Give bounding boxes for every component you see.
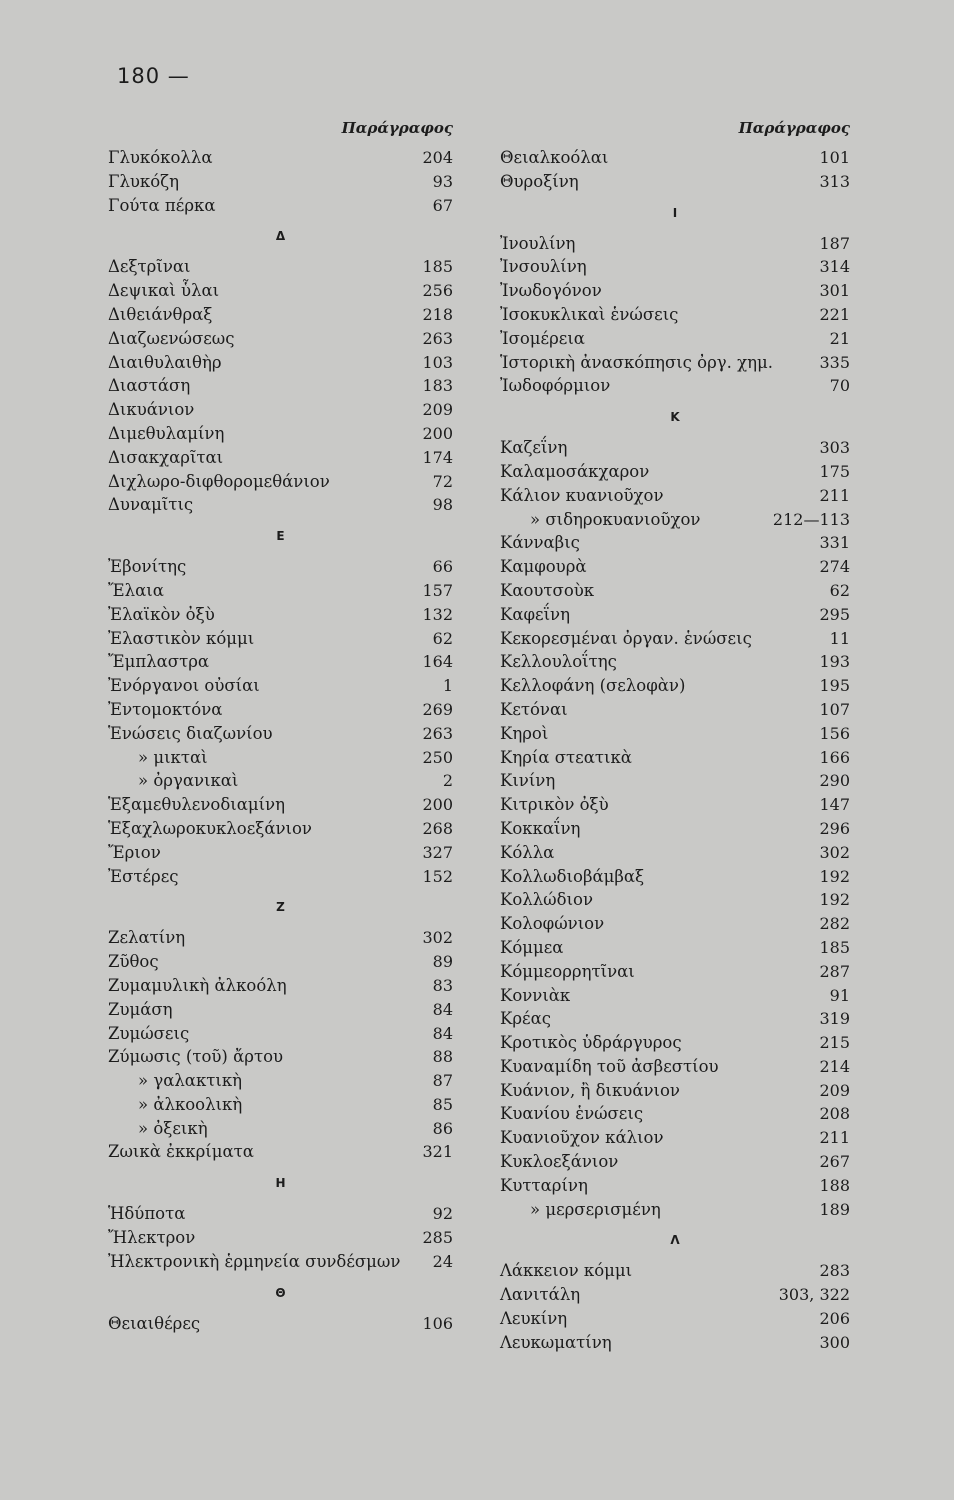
entry-term: Κολοφώνιον (500, 914, 605, 934)
entry-paragraph-number: 87 (432, 1071, 453, 1091)
entry-term: Δεψικαὶ ὗλαι (108, 281, 220, 301)
entry-term: Θυροξίνη (500, 171, 579, 191)
entry-paragraph-number: 156 (819, 723, 850, 743)
entry-paragraph-number: 21 (829, 328, 850, 348)
entry-term: Κελλοφάνη (σελοφὰν) (500, 676, 686, 696)
entry-paragraph-number: 91 (829, 985, 850, 1005)
entry-term: Ἔλαια (108, 580, 164, 600)
entry-paragraph-number: 98 (432, 495, 453, 515)
entry-term: Θειαιθέρες (108, 1313, 201, 1333)
entry-paragraph-number: 62 (829, 580, 850, 600)
entry-paragraph-number: 215 (819, 1033, 850, 1053)
entry-paragraph-number: 107 (819, 699, 850, 719)
index-entry (500, 374, 850, 398)
entry-paragraph-number: 187 (819, 233, 850, 253)
entry-term: Καμφουρὰ (500, 557, 587, 577)
entry-term: » μερσερισμένη (530, 1199, 661, 1219)
entry-term: Καλαμοσάκχαρον (500, 461, 650, 481)
index-entry (500, 555, 850, 579)
entry-paragraph-number: 256 (422, 281, 453, 301)
index-entry (500, 1150, 850, 1174)
entry-paragraph-number: 206 (819, 1309, 850, 1329)
index-entry (108, 1250, 453, 1274)
index-entry (108, 1117, 453, 1141)
entry-paragraph-number: 287 (819, 961, 850, 981)
entry-paragraph-number: 88 (432, 1047, 453, 1067)
index-entry (500, 579, 850, 603)
entry-term: Καουτσοὺκ (500, 580, 595, 600)
index-entry (500, 769, 850, 793)
entry-term: Κυκλοεξάνιον (500, 1152, 619, 1172)
entry-term: Ζυμάση (108, 999, 173, 1019)
entry-term: Δεξτρῖναι (108, 257, 191, 277)
entry-term: Κοκκαΐνη (500, 818, 581, 838)
entry-paragraph-number: 132 (422, 604, 453, 624)
index-entry (108, 627, 453, 651)
index-entry (500, 1198, 850, 1222)
index-entry (108, 698, 453, 722)
entry-term: Ζωικὰ ἐκκρίματα (108, 1142, 254, 1162)
section-letter: Ε (276, 529, 285, 544)
index-entry (108, 1022, 453, 1046)
index-entry (500, 984, 850, 1008)
entry-term: » ὀργανικαὶ (138, 771, 239, 791)
entry-term: Κυάνιον, ἢ δικυάνιον (500, 1080, 680, 1100)
entry-term: Δυναμῖτις (108, 495, 194, 515)
index-entry (500, 888, 850, 912)
entry-paragraph-number: 296 (819, 818, 850, 838)
entry-paragraph-number: 152 (422, 866, 453, 886)
entry-term: Θειαλκοόλαι (500, 148, 609, 167)
index-entry (500, 255, 850, 279)
entry-paragraph-number: 189 (819, 1199, 850, 1219)
entry-paragraph-number: 83 (432, 975, 453, 995)
entry-term: Ἰσομέρεια (500, 328, 585, 348)
entry-paragraph-number: 200 (422, 423, 453, 443)
entry-term: Ἱστορικὴ ἀνασκόπησις ὀργ. χημ. (500, 352, 773, 372)
entry-term: Κηροὶ (500, 723, 549, 743)
entry-paragraph-number: 192 (819, 866, 850, 886)
index-entry (500, 531, 850, 555)
entry-term: Διθειάνθραξ (108, 304, 213, 324)
index-entry (108, 446, 453, 470)
entry-term: Λευκωματίνη (500, 1332, 612, 1352)
entry-term: Διαιθυλαιθὴρ (108, 352, 222, 372)
entry-paragraph-number: 290 (819, 771, 850, 791)
page-number: 180 — (117, 64, 190, 88)
entry-term: Γλυκόζη (108, 171, 180, 191)
index-entry (500, 1079, 850, 1103)
entry-term: Ἐστέρες (108, 866, 179, 886)
index-entry (500, 1031, 850, 1055)
entry-term: Διαζωενώσεως (108, 328, 235, 348)
entry-term: Καζεΐνη (500, 438, 568, 458)
index-entry (500, 793, 850, 817)
entry-term: Ἐλαϊκὸν ὀξὺ (108, 604, 215, 624)
entry-term: Κόλλα (500, 842, 555, 862)
entry-paragraph-number: 195 (819, 676, 850, 696)
entry-paragraph-number: 303 (819, 438, 850, 458)
index-entry (108, 422, 453, 446)
entry-paragraph-number: 327 (422, 842, 453, 862)
index-entry (108, 1069, 453, 1093)
entry-term: Λευκίνη (500, 1309, 568, 1329)
entry-paragraph-number: 221 (819, 304, 850, 324)
entry-paragraph-number: 285 (422, 1228, 453, 1248)
entry-term: Κετόναι (500, 699, 568, 719)
index-entry (500, 146, 850, 170)
index-entry (500, 650, 850, 674)
index-entry (500, 303, 850, 327)
entry-paragraph-number: 166 (819, 747, 850, 767)
entry-paragraph-number: 183 (422, 376, 453, 396)
entry-term: Κυανιοῦχον κάλιον (500, 1128, 664, 1148)
index-entry (500, 841, 850, 865)
index-entry (500, 1307, 850, 1331)
section-letter: Δ (275, 229, 286, 244)
entry-term: » σιδηροκυανιοῦχον (530, 509, 701, 529)
index-entry (500, 817, 850, 841)
entry-paragraph-number: 185 (422, 257, 453, 277)
entry-term: Ἰωδοφόρμιον (500, 376, 611, 396)
index-entry (108, 170, 453, 194)
entry-term: Κηρία στεατικὰ (500, 747, 632, 767)
index-entry (500, 936, 850, 960)
index-entry (500, 674, 850, 698)
entry-paragraph-number: 11 (829, 628, 850, 648)
entry-term: Κρέας (500, 1009, 551, 1029)
entry-paragraph-number: 302 (819, 842, 850, 862)
entry-paragraph-number: 314 (819, 257, 850, 277)
index-entry (500, 1259, 850, 1283)
entry-paragraph-number: 101 (819, 148, 850, 167)
entry-paragraph-number: 175 (819, 461, 850, 481)
entry-paragraph-number: 92 (432, 1204, 453, 1224)
entry-term: Καφεΐνη (500, 604, 570, 624)
entry-paragraph-number: 300 (819, 1332, 850, 1352)
entry-term: Ἰνσουλίνη (500, 257, 587, 277)
entry-term: Γούτα πέρκα (108, 195, 216, 215)
entry-term: Ἡδύποτα (108, 1204, 186, 1224)
entry-paragraph-number: 214 (819, 1056, 850, 1076)
entry-paragraph-number: 211 (819, 485, 850, 505)
entry-term: Κυτταρίνη (500, 1175, 588, 1195)
entry-term: Κοννιὰκ (500, 985, 571, 1005)
entry-term: Διμεθυλαμίνη (108, 423, 225, 443)
index-entry (108, 817, 453, 841)
entry-term: Ἔριον (108, 842, 161, 862)
entry-paragraph-number: 211 (819, 1128, 850, 1148)
entry-paragraph-number: 185 (819, 937, 850, 957)
entry-term: Διχλωρο-διφθορομεθάνιον (108, 471, 330, 491)
entry-term: Ἰνωδογόνον (500, 281, 602, 301)
entry-term: Ζελατίνη (108, 928, 186, 948)
entry-paragraph-number: 263 (422, 328, 453, 348)
entry-term: Ζύμωσις (τοῦ) ἄρτου (108, 1047, 284, 1067)
index-entry (500, 508, 850, 532)
index-entry (500, 232, 850, 256)
entry-term: Ἠλεκτρονικὴ ἑρμηνεία συνδέσμων (108, 1251, 401, 1271)
entry-term: Ἰνουλίνη (500, 233, 576, 253)
entry-paragraph-number: 84 (432, 1023, 453, 1043)
entry-paragraph-number: 274 (819, 557, 850, 577)
index-entry (500, 960, 850, 984)
entry-term: Ζυμαμυλικὴ ἀλκοόλη (108, 975, 287, 995)
index-entry (108, 926, 453, 950)
index-entry (108, 351, 453, 375)
entry-paragraph-number: 283 (819, 1261, 850, 1281)
entry-paragraph-number: 164 (422, 652, 453, 672)
entry-term: Κολλώδιον (500, 890, 593, 910)
index-entry (108, 279, 453, 303)
entry-paragraph-number: 192 (819, 890, 850, 910)
entry-paragraph-number: 157 (422, 580, 453, 600)
entry-paragraph-number: 103 (422, 352, 453, 372)
entry-paragraph-number: 1 (442, 676, 453, 696)
index-entry (108, 603, 453, 627)
section-letter: Θ (275, 1285, 286, 1300)
index-entry (108, 722, 453, 746)
entry-paragraph-number: 335 (819, 352, 850, 372)
entry-term: Κάλιον κυανιοῦχον (500, 485, 664, 505)
entry-paragraph-number: 302 (422, 928, 453, 948)
entry-term: Ἤλεκτρον (108, 1228, 196, 1248)
index-entry (108, 865, 453, 889)
index-entry (500, 746, 850, 770)
entry-term: » μικταὶ (138, 747, 208, 767)
entry-paragraph-number: 193 (819, 652, 850, 672)
entry-term: Λανιτάλη (500, 1285, 581, 1305)
entry-paragraph-number: 70 (829, 376, 850, 396)
entry-term: Ζῦθος (108, 952, 159, 972)
index-entry (108, 769, 453, 793)
entry-term: Διαστάση (108, 376, 191, 396)
index-entry (108, 579, 453, 603)
entry-term: Κάνναβις (500, 533, 580, 553)
entry-term: Ἐντομοκτόνα (108, 699, 223, 719)
entry-term: Κεκορεσμέναι ὀργαν. ἑνώσεις (500, 628, 752, 648)
entry-term: » γαλακτικὴ (138, 1071, 243, 1091)
entry-paragraph-number: 62 (432, 628, 453, 648)
entry-paragraph-number: 106 (422, 1313, 453, 1333)
entry-term: Κροτικὸς ὑδράργυρος (500, 1033, 682, 1053)
entry-term: Ἐνόργανοι οὐσίαι (108, 676, 260, 696)
entry-term: Ἑξαχλωροκυκλοεξάνιον (108, 818, 312, 838)
entry-term: » ὀξεικὴ (138, 1118, 208, 1138)
entry-paragraph-number: 209 (422, 400, 453, 420)
index-entry (500, 170, 850, 194)
entry-term: Γλυκόκολλα (108, 148, 213, 167)
entry-term: Κελλουλοΐτης (500, 652, 617, 672)
entry-paragraph-number: 93 (432, 171, 453, 191)
index-entry (500, 912, 850, 936)
entry-term: Κιτρικὸν ὀξὺ (500, 795, 609, 815)
index-entry (108, 398, 453, 422)
index-entry (108, 841, 453, 865)
index-entry (108, 650, 453, 674)
index-entry (108, 327, 453, 351)
left-column (108, 118, 453, 1335)
index-entry (108, 194, 453, 218)
entry-paragraph-number: 86 (432, 1118, 453, 1138)
entry-paragraph-number: 204 (422, 148, 453, 167)
entry-paragraph-number: 267 (819, 1152, 850, 1172)
section-letter: Ζ (276, 900, 285, 915)
entry-term: Ἔμπλαστρα (108, 652, 210, 672)
index-entry (108, 674, 453, 698)
index-entry (108, 303, 453, 327)
index-list (108, 146, 453, 1335)
index-entry (108, 470, 453, 494)
entry-term: Δικυάνιον (108, 400, 195, 420)
index-entry (108, 255, 453, 279)
entry-term: Κινίνη (500, 771, 556, 791)
index-entry (500, 1331, 850, 1355)
right-column (500, 118, 850, 1355)
entry-paragraph-number: 24 (432, 1251, 453, 1271)
index-entry (500, 484, 850, 508)
entry-paragraph-number: 212—113 (772, 509, 850, 529)
entry-paragraph-number: 295 (819, 604, 850, 624)
index-entry (108, 146, 453, 170)
entry-paragraph-number: 331 (819, 533, 850, 553)
index-entry (500, 1102, 850, 1126)
entry-paragraph-number: 321 (422, 1142, 453, 1162)
entry-paragraph-number: 66 (432, 557, 453, 577)
index-entry (108, 974, 453, 998)
column-header: Παράγραφος (738, 119, 850, 137)
index-entry (108, 1226, 453, 1250)
entry-paragraph-number: 2 (442, 771, 453, 791)
entry-paragraph-number: 85 (432, 1094, 453, 1114)
index-entry (108, 998, 453, 1022)
entry-paragraph-number: 269 (422, 699, 453, 719)
entry-paragraph-number: 313 (819, 171, 850, 191)
index-entry (500, 1283, 850, 1307)
entry-paragraph-number: 89 (432, 952, 453, 972)
index-entry (500, 1174, 850, 1198)
index-entry (108, 493, 453, 517)
index-entry (500, 603, 850, 627)
index-entry (108, 793, 453, 817)
entry-paragraph-number: 200 (422, 795, 453, 815)
section-letter: Η (275, 1176, 286, 1191)
index-entry (108, 1140, 453, 1164)
index-entry (108, 1093, 453, 1117)
index-entry (500, 698, 850, 722)
entry-term: Λάκκειον κόμμι (500, 1261, 633, 1281)
index-entry (500, 436, 850, 460)
entry-paragraph-number: 268 (422, 818, 453, 838)
section-letter: Λ (670, 1233, 680, 1248)
index-entry (500, 722, 850, 746)
entry-term: Ἐλαστικὸν κόμμι (108, 628, 255, 648)
index-entry (500, 279, 850, 303)
entry-term: Δισακχαρῖται (108, 447, 224, 467)
entry-paragraph-number: 84 (432, 999, 453, 1019)
index-entry (108, 746, 453, 770)
column-header: Παράγραφος (341, 119, 453, 137)
entry-term: Κυανίου ἑνώσεις (500, 1104, 644, 1124)
entry-term: Κολλωδιοβάμβαξ (500, 866, 645, 886)
index-entry (500, 1055, 850, 1079)
index-entry (108, 555, 453, 579)
entry-paragraph-number: 147 (819, 795, 850, 815)
section-letter: Κ (670, 410, 680, 425)
entry-term: Ζυμώσεις (108, 1023, 190, 1043)
index-entry (500, 1126, 850, 1150)
entry-term: Ἰσοκυκλικαὶ ἑνώσεις (500, 304, 679, 324)
index-entry (108, 1202, 453, 1226)
entry-paragraph-number: 303, 322 (778, 1285, 850, 1305)
entry-term: Ἑνώσεις διαζωνίου (108, 723, 273, 743)
entry-paragraph-number: 72 (432, 471, 453, 491)
entry-term: Ἑξαμεθυλενοδιαμίνη (108, 795, 285, 815)
entry-paragraph-number: 301 (819, 281, 850, 301)
entry-paragraph-number: 209 (819, 1080, 850, 1100)
index-entry (108, 1312, 453, 1336)
entry-paragraph-number: 218 (422, 304, 453, 324)
entry-term: Κυαναμίδη τοῦ ἀσβεστίου (500, 1056, 719, 1076)
entry-paragraph-number: 319 (819, 1009, 850, 1029)
index-entry (500, 460, 850, 484)
section-letter: Ι (672, 205, 678, 220)
entry-paragraph-number: 67 (432, 195, 453, 215)
index-entry (108, 1045, 453, 1069)
index-list (500, 146, 850, 1355)
entry-term: Ἐβονίτης (108, 557, 187, 577)
index-entry (500, 627, 850, 651)
entry-paragraph-number: 208 (819, 1104, 850, 1124)
index-entry (500, 327, 850, 351)
index-entry (108, 950, 453, 974)
index-entry (500, 865, 850, 889)
entry-term: » ἀλκοολικὴ (138, 1094, 243, 1114)
entry-paragraph-number: 282 (819, 914, 850, 934)
index-entry (108, 374, 453, 398)
entry-term: Κόμμεα (500, 937, 564, 957)
index-entry (500, 351, 850, 375)
entry-paragraph-number: 263 (422, 723, 453, 743)
index-entry (500, 1007, 850, 1031)
entry-paragraph-number: 250 (422, 747, 453, 767)
entry-term: Κόμμεορρητῖναι (500, 961, 635, 981)
entry-paragraph-number: 188 (819, 1175, 850, 1195)
entry-paragraph-number: 174 (422, 447, 453, 467)
